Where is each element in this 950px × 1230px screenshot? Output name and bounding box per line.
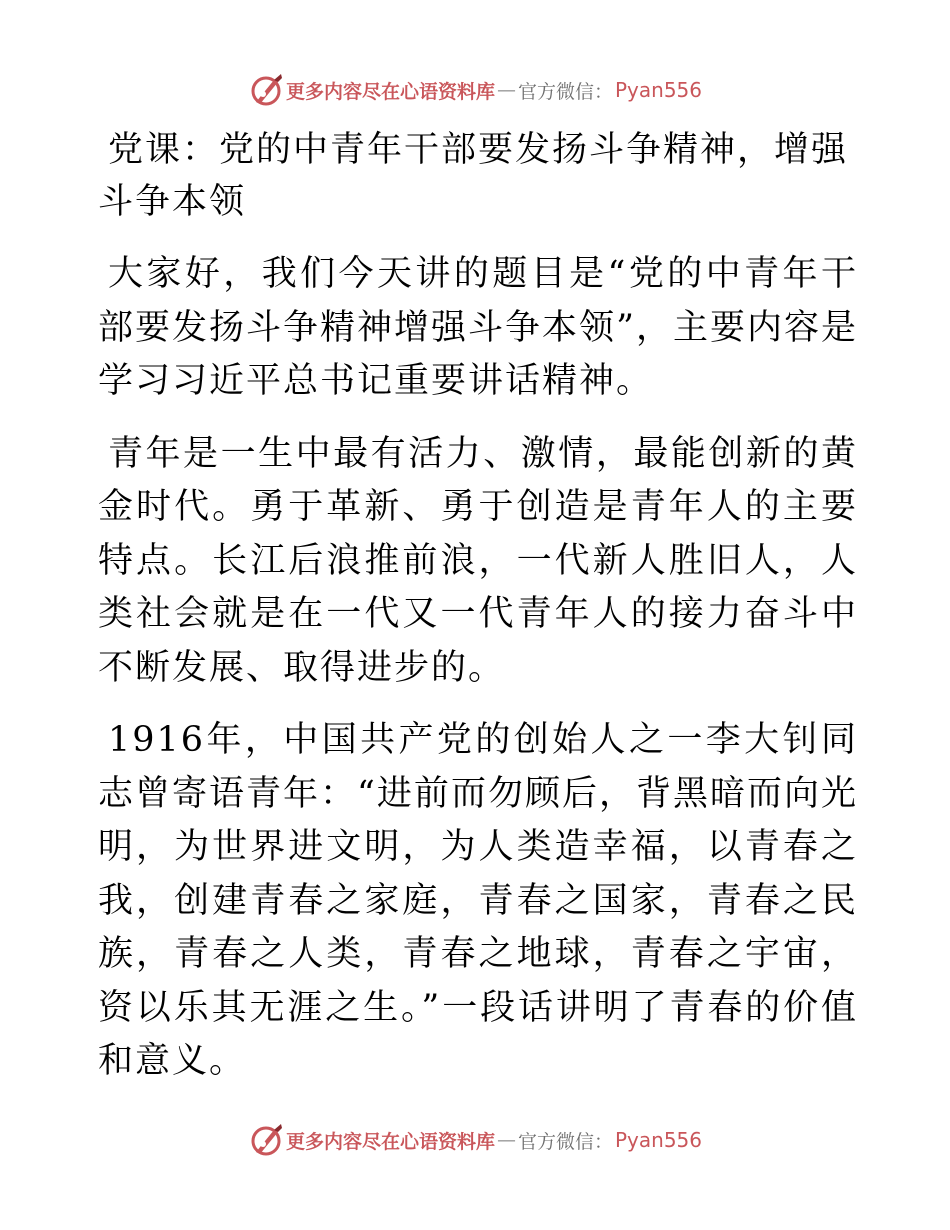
paragraph-li-dazhao: 1916年，中国共产党的创始人之一李大钊同志曾寄语青年：“进前而勿顾后，背黑暗而向光明，为世界进文明，为人类造幸福，以青春之我，创建青春之家庭，青春之国家，青春之民族，青春之人类，青春之地球，青春之宇宙，资以乐其无涯之生。”一段话讲明了青春的价值和意义。 [98,720,858,1081]
paragraph-greeting: 大家好，我们今天讲的题目是“党的中青年干部要发扬斗争精神增强斗争本领”，主要内容是学习习近平总书记重要讲话精神。 [98,254,858,401]
watermark-wechat-id: Pyan556 [615,1128,703,1152]
footer-watermark [0,1118,950,1162]
header-watermark [0,68,950,112]
watermark-separator: — [496,79,516,101]
quill-pen-logo-icon [248,72,284,108]
quill-pen-logo-icon [248,1122,284,1158]
watermark-main-text: 更多内容尽在心语资料库 [285,1130,495,1153]
watermark-separator: — [496,1129,516,1151]
watermark-wechat-label: 官方微信： [517,80,613,103]
watermark-wechat-id: Pyan556 [615,78,703,102]
document-body [98,124,858,1108]
watermark-wechat-label: 官方微信： [517,1130,613,1153]
paragraph-youth: 青年是一生中最有活力、激情，最能创新的黄金时代。勇于革新、勇于创造是青年人的主要特点。长江后浪推前浪，一代新人胜旧人，人类社会就是在一代又一代青年人的接力奋斗中不断发展、取得进步的。 [98,433,858,688]
document-title: 党课：党的中青年干部要发扬斗争精神，增强斗争本领 [98,130,849,222]
watermark-main-text: 更多内容尽在心语资料库 [285,80,495,103]
